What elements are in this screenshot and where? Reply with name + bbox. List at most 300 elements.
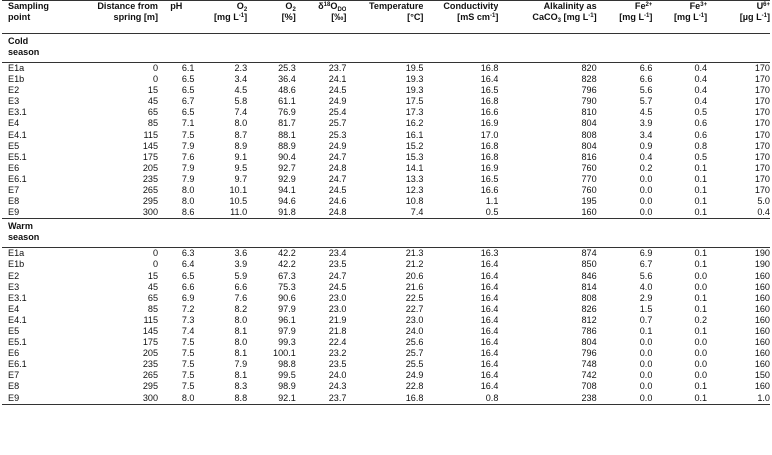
table-cell: 21.2	[405, 259, 424, 270]
table-cell: 5.6	[639, 270, 653, 281]
table-cell: 0.0	[597, 393, 653, 405]
table-cell: 0.0	[639, 173, 653, 184]
header-temperature: Temperature [°C]	[369, 1, 424, 22]
table-cell: 0.8	[694, 140, 708, 151]
table-cell: 770	[581, 173, 597, 184]
table-cell: E3	[8, 96, 20, 107]
table-cell: 22.4	[328, 337, 347, 348]
table-cell: 0.0	[639, 359, 653, 370]
table-cell: 23.7	[296, 393, 347, 405]
table-row	[2, 163, 770, 174]
table-cell: 24.0	[405, 325, 424, 336]
table-cell: 0.1	[694, 292, 708, 303]
table-cell: 24.8	[328, 207, 347, 218]
table-cell: 846	[581, 270, 597, 281]
table-cell: 160	[754, 348, 770, 359]
table-cell: 11.0	[230, 207, 248, 218]
table-cell: 708	[581, 381, 597, 392]
table-cell: 820	[581, 63, 597, 73]
table-cell: E9	[2, 393, 65, 405]
table-cell: 16.4	[480, 259, 499, 270]
table-cell: 0	[152, 259, 159, 270]
header-fe3: $Fe^{3+}$ [mg $L^{-1}$]	[673, 1, 708, 22]
table-cell: 265	[142, 185, 159, 196]
table-cell: 3.9	[234, 259, 248, 270]
table-cell: 16.4	[480, 74, 499, 85]
table-cell: 6.5	[181, 74, 195, 85]
table-row	[2, 315, 770, 326]
table-cell: 160	[754, 359, 770, 370]
table-cell: 24.0	[328, 370, 347, 381]
table-cell: E5	[8, 325, 20, 336]
table-cell: 90.6	[278, 292, 296, 303]
table-cell: 45	[147, 281, 159, 292]
table-cell: 160	[754, 337, 770, 348]
table-cell: 13.3	[405, 173, 424, 184]
table-cell: 6.1	[181, 63, 195, 73]
table-cell: 295	[142, 381, 159, 392]
table-cell: 796	[581, 85, 597, 96]
table-cell: 1.0	[707, 393, 770, 405]
table-cell: 0.0	[694, 281, 708, 292]
table-cell: 8.3	[234, 381, 248, 392]
table-cell: E4.1	[8, 129, 27, 140]
table-cell: 17.3	[405, 107, 424, 118]
table-cell: 23.5	[328, 259, 347, 270]
table-cell: 36.4	[278, 74, 296, 85]
table-cell: 16.4	[480, 337, 499, 348]
table-cell: 0.5	[694, 107, 708, 118]
table-cell: 0.1	[694, 303, 708, 314]
table-cell: 23.0	[328, 292, 347, 303]
table-cell: 0.1	[694, 162, 708, 173]
table-cell: 8.1	[234, 348, 248, 359]
table-cell: 7.9	[234, 359, 248, 370]
table-cell: 94.1	[278, 185, 296, 196]
table-cell: 99.5	[278, 370, 296, 381]
table-cell: 7.1	[181, 118, 195, 129]
table-row	[2, 141, 770, 152]
table-cell: 7.5	[181, 359, 195, 370]
header-o2-mg: $O_2$ [mg $L^{-1}$]	[214, 1, 248, 22]
header-o2-pct: $O_2$ [%]	[281, 1, 296, 22]
table-cell: 7.3	[181, 314, 195, 325]
table-cell: 145	[142, 325, 159, 336]
table-row	[2, 259, 770, 270]
table-cell: 816	[581, 151, 597, 162]
table-cell: 3.9	[639, 118, 653, 129]
table-cell: 7.6	[181, 151, 195, 162]
table-cell: 24.7	[328, 151, 347, 162]
table-cell: 742	[581, 370, 597, 381]
table-cell: 23.4	[328, 248, 347, 259]
table-cell: 160	[754, 270, 770, 281]
table-cell: 0.4	[694, 74, 708, 85]
water-chemistry-table	[2, 0, 770, 405]
table-cell: 175	[142, 337, 159, 348]
table-cell: 5.0	[757, 196, 770, 207]
table-cell: 1.5	[639, 303, 653, 314]
table-cell: 828	[581, 74, 597, 85]
table-row	[2, 337, 770, 348]
header-distance: Distance from spring [m]	[97, 1, 159, 22]
table-row	[2, 174, 770, 185]
table-cell: 16.4	[480, 314, 499, 325]
table-cell: 4.5	[234, 85, 248, 96]
section-label: Cold season	[8, 35, 40, 57]
table-cell: 190	[754, 259, 770, 270]
table-cell: 0.0	[639, 348, 653, 359]
table-cell: 170	[754, 107, 770, 118]
table-cell: 8.7	[234, 129, 248, 140]
table-cell: 22.8	[405, 381, 424, 392]
table-cell: 42.2	[278, 259, 296, 270]
table-cell: 7.4	[234, 107, 248, 118]
table-cell: 24.8	[328, 162, 347, 173]
table-cell: 7.5	[181, 370, 195, 381]
table-cell: 25.7	[328, 118, 347, 129]
table-cell: 814	[581, 281, 597, 292]
table-cell: 6.5	[181, 107, 195, 118]
table-cell: 5.9	[234, 270, 248, 281]
table-cell: 6.3	[181, 248, 195, 259]
table-cell: E8	[8, 381, 20, 392]
table-cell: 8.1	[234, 325, 248, 336]
table-cell: 235	[142, 173, 159, 184]
table-cell: 15	[147, 85, 159, 96]
table-cell: 24.9	[328, 140, 347, 151]
table-cell: 7.5	[181, 348, 195, 359]
table-cell: 6.4	[181, 259, 195, 270]
table-row	[2, 359, 770, 370]
table-cell: 2.3	[234, 63, 248, 73]
table-cell: 21.8	[328, 325, 347, 336]
table-cell: 16.8	[346, 393, 423, 405]
table-row	[2, 107, 770, 118]
table-cell: 21.9	[328, 314, 347, 325]
table-cell: 92.9	[278, 173, 296, 184]
table-cell: 300	[65, 393, 158, 405]
table-cell: 16.4	[480, 359, 499, 370]
table-cell: 16.4	[480, 325, 499, 336]
table-cell: 24.7	[328, 173, 347, 184]
table-cell: 170	[754, 74, 770, 85]
table-row	[2, 118, 770, 129]
header-d18o: $\delta^{18}O_{DO}$ [‰]	[318, 1, 347, 22]
table-cell: E1a	[8, 248, 25, 259]
table-cell: 24.1	[328, 74, 347, 85]
table-cell: 24.3	[328, 381, 347, 392]
table-cell: 295	[142, 196, 159, 207]
table-cell: 99.3	[278, 337, 296, 348]
table-cell: 81.7	[278, 118, 296, 129]
table-cell: 0.0	[694, 348, 708, 359]
table-cell: 16.5	[480, 85, 499, 96]
table-cell: 4.0	[639, 281, 653, 292]
table-cell: 0.1	[694, 381, 708, 392]
table-cell: 16.4	[480, 303, 499, 314]
table-cell: 42.2	[278, 248, 296, 259]
table-cell: 0.0	[694, 270, 708, 281]
table-cell: 1.1	[485, 196, 499, 207]
table-cell: 19.5	[405, 63, 424, 73]
table-cell: 0.0	[694, 359, 708, 370]
table-cell: E7	[8, 370, 20, 381]
table-cell: 8.6	[181, 207, 195, 218]
table-cell: 808	[581, 129, 597, 140]
table-cell: 810	[581, 107, 597, 118]
table-cell: 61.1	[278, 96, 296, 107]
table-cell: E2	[8, 85, 20, 96]
table-cell: 7.5	[181, 381, 195, 392]
table-cell: 0.6	[694, 118, 708, 129]
table-cell: 21.3	[405, 248, 424, 259]
table-cell: 6.6	[639, 63, 653, 73]
table-cell: 160	[754, 325, 770, 336]
table-cell: 238	[498, 393, 596, 405]
table-cell: 8.2	[234, 303, 248, 314]
table-cell: 0.7	[639, 314, 653, 325]
table-row	[2, 326, 770, 337]
table-cell: 170	[754, 185, 770, 196]
table-cell: E1b	[8, 74, 25, 85]
table-cell: 24.5	[328, 85, 347, 96]
table-cell: 205	[142, 162, 159, 173]
table-cell: 0.1	[694, 259, 708, 270]
table-cell: 6.6	[639, 74, 653, 85]
table-cell: 0.1	[694, 185, 708, 196]
table-cell: 265	[142, 370, 159, 381]
table-cell: 7.5	[181, 129, 195, 140]
table-cell: 850	[581, 259, 597, 270]
table-cell: 0.1	[694, 173, 708, 184]
table-cell: E4.1	[8, 314, 27, 325]
table-cell: 7.4	[181, 325, 195, 336]
table-cell: 0.1	[639, 325, 653, 336]
table-cell: 6.7	[181, 96, 195, 107]
table-cell: E1a	[8, 63, 25, 73]
table-cell: 0.1	[694, 325, 708, 336]
table-cell: 65	[147, 107, 159, 118]
table-row	[2, 271, 770, 282]
table-cell: E7	[8, 185, 20, 196]
table-cell: 16.9	[480, 162, 499, 173]
header-u6: $U^{6+}$ [µg $L^{-1}$]	[739, 1, 770, 22]
table-row	[2, 248, 770, 260]
table-cell: 17.5	[405, 96, 424, 107]
table-cell: 8.0	[158, 393, 194, 405]
table-cell: 94.6	[278, 196, 296, 207]
table-cell: 6.6	[181, 281, 195, 292]
section-header	[2, 34, 770, 61]
table-cell: 160	[754, 314, 770, 325]
table-cell: 170	[754, 63, 770, 73]
table-cell: 4.5	[639, 107, 653, 118]
table-row	[2, 85, 770, 96]
table-cell: 0.5	[694, 151, 708, 162]
table-cell: 19.3	[405, 85, 424, 96]
table-cell: 25.6	[405, 337, 424, 348]
table-cell: 0.4	[694, 85, 708, 96]
table-cell: 760	[581, 185, 597, 196]
table-cell: 15.3	[405, 151, 424, 162]
table-cell: 9.5	[234, 162, 248, 173]
table-cell: 8.0	[234, 314, 248, 325]
table-cell: 804	[581, 118, 597, 129]
table-cell: 25.7	[405, 348, 424, 359]
table-cell: E6.1	[8, 359, 27, 370]
table-cell: 16.8	[480, 151, 499, 162]
table-cell: E9	[8, 207, 20, 218]
table-cell: 0.4	[757, 207, 770, 218]
table-cell: 812	[581, 314, 597, 325]
table-cell: 23.0	[405, 314, 424, 325]
table-cell: 97.9	[278, 325, 296, 336]
table-cell: E4	[8, 303, 20, 314]
table-cell: 19.3	[405, 74, 424, 85]
table-cell: E3.1	[8, 292, 27, 303]
table-row	[2, 96, 770, 107]
table-cell: 16.4	[480, 381, 499, 392]
table-cell: 7.5	[181, 337, 195, 348]
table-cell: 16.9	[480, 118, 499, 129]
table-cell: 24.9	[328, 96, 347, 107]
table-cell: 16.8	[480, 140, 499, 151]
table-cell: E4	[8, 118, 20, 129]
table-cell: 16.5	[480, 173, 499, 184]
table-row	[2, 185, 770, 196]
section-header	[2, 219, 770, 246]
table-row	[2, 63, 770, 75]
table-cell: 16.8	[480, 63, 499, 73]
table-cell: 6.9	[639, 248, 653, 259]
table-cell: 25.4	[328, 107, 347, 118]
table-cell: 7.6	[234, 292, 248, 303]
table-cell: 22.5	[405, 292, 424, 303]
table-cell: 0.0	[694, 337, 708, 348]
table-cell: 195	[581, 196, 597, 207]
table-cell: 808	[581, 292, 597, 303]
table-cell: E6	[8, 162, 20, 173]
table-cell: 0.1	[694, 196, 708, 207]
table-cell: 85	[147, 118, 159, 129]
table-cell: 22.7	[405, 303, 424, 314]
table-cell: 16.6	[480, 107, 499, 118]
table-cell: 796	[581, 348, 597, 359]
table-cell: 16.4	[480, 292, 499, 303]
table-cell: 24.9	[405, 370, 424, 381]
table-cell: E2	[8, 270, 20, 281]
table-cell: 92.7	[278, 162, 296, 173]
table-cell: 160	[754, 303, 770, 314]
header-conductivity: Conductivity [mS $cm^{-1}$]	[443, 1, 499, 22]
header-alkalinity: Alkalinity as CaCO$_3$ [mg $L^{-1}$]	[532, 1, 597, 24]
table-cell: 874	[581, 248, 597, 259]
table-cell: 23.0	[328, 303, 347, 314]
table-cell: 88.1	[278, 129, 296, 140]
table-row	[2, 130, 770, 141]
table-cell: 786	[581, 325, 597, 336]
table-cell: 67.3	[278, 270, 296, 281]
table-cell: 0.0	[639, 337, 653, 348]
table-cell: 98.9	[278, 381, 296, 392]
table-cell: 23.7	[328, 63, 347, 73]
table-row	[2, 393, 770, 405]
table-cell: 160	[754, 281, 770, 292]
table-cell: 170	[754, 140, 770, 151]
table-cell: 24.7	[328, 270, 347, 281]
table-cell: 92.1	[247, 393, 296, 405]
table-cell: 97.9	[278, 303, 296, 314]
table-body	[2, 34, 770, 405]
table-row	[2, 196, 770, 207]
table-cell: 170	[754, 173, 770, 184]
table-cell: E3	[8, 281, 20, 292]
table-cell: 804	[581, 337, 597, 348]
table-row	[2, 207, 770, 219]
table-cell: 76.9	[278, 107, 296, 118]
table-row	[2, 282, 770, 293]
table-cell: 6.9	[181, 292, 195, 303]
table-cell: 150	[754, 370, 770, 381]
table-cell: 804	[581, 140, 597, 151]
table-cell: 0.0	[694, 370, 708, 381]
table-cell: 748	[581, 359, 597, 370]
table-cell: 0.4	[694, 96, 708, 107]
table-cell: 8.0	[234, 337, 248, 348]
table-cell: 85	[147, 303, 159, 314]
table-cell: 145	[142, 140, 159, 151]
table-cell: 10.1	[229, 185, 248, 196]
table-cell: 5.7	[639, 96, 653, 107]
table-row	[2, 348, 770, 359]
table-cell: 0	[152, 74, 159, 85]
table-cell: 8.0	[181, 196, 195, 207]
table-cell: 96.1	[278, 314, 296, 325]
table-cell: 5.6	[639, 85, 653, 96]
table-cell: 75.3	[278, 281, 296, 292]
table-cell: 0.4	[694, 63, 708, 73]
header-sampling-point: Sampling point	[8, 1, 49, 22]
table-cell: 0.1	[694, 248, 708, 259]
table-cell: 7.2	[181, 303, 195, 314]
table-cell: 10.5	[229, 196, 248, 207]
table-cell: 7.9	[181, 162, 195, 173]
table-cell: 170	[754, 85, 770, 96]
table-row	[2, 74, 770, 85]
table-cell: 3.4	[234, 74, 248, 85]
table-cell: 25.5	[405, 359, 424, 370]
table-cell: E6.1	[8, 173, 27, 184]
table-cell: 2.9	[639, 292, 653, 303]
table-cell: 0.0	[639, 207, 653, 218]
table-cell: 48.6	[278, 85, 296, 96]
table-cell: 25.3	[278, 63, 296, 73]
table-cell: 24.5	[328, 185, 347, 196]
table-cell: 23.5	[328, 359, 347, 370]
table-cell: 15	[147, 270, 159, 281]
table-cell: E1b	[8, 259, 25, 270]
table-cell: 0.9	[639, 140, 653, 151]
table-row	[2, 152, 770, 163]
table-cell: 6.5	[181, 270, 195, 281]
table-row	[2, 370, 770, 381]
table-cell: 90.4	[278, 151, 296, 162]
table-cell: 826	[581, 303, 597, 314]
table-cell: E6	[8, 348, 20, 359]
table-cell: E5.1	[8, 337, 27, 348]
table-cell: 0	[152, 248, 159, 259]
